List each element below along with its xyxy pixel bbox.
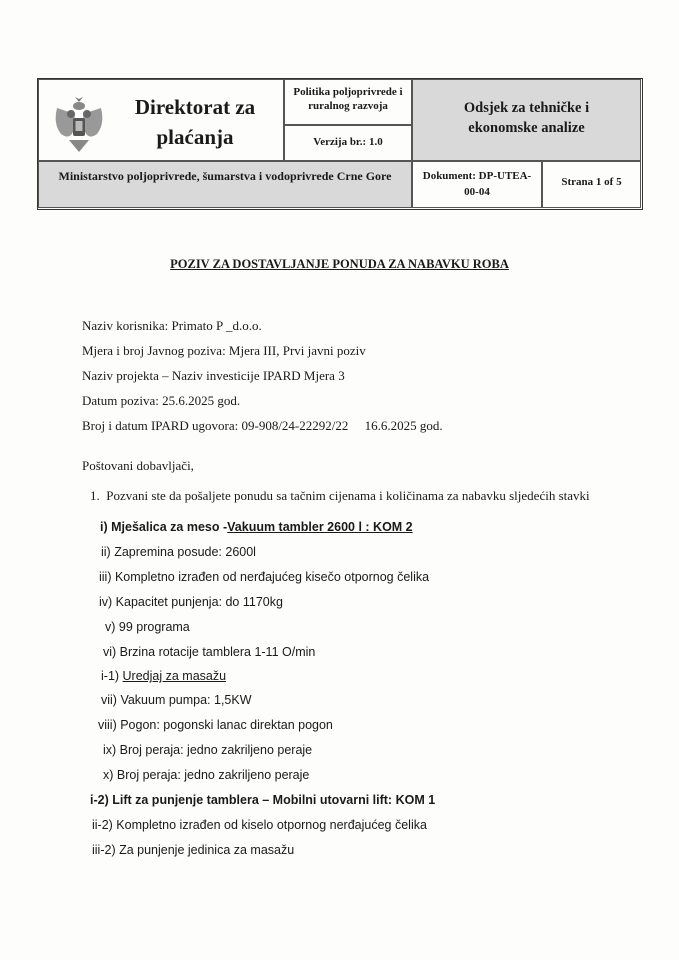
document-header-table	[37, 78, 643, 210]
subitem-i1-title: Uredjaj za masažu	[122, 669, 227, 683]
item-1-title: Vakuum tambler 2600 l : KOM 2	[227, 520, 413, 534]
greeting: Poštovani dobavljači,	[82, 458, 194, 473]
directorate-cell	[38, 79, 284, 161]
version-text: Verzija br.: 1.0	[313, 136, 383, 148]
list-item: vii) Vakuum pumpa: 1,5KW	[101, 693, 252, 707]
list-item: ix) Broj peraja: jedno zakriljeno peraje	[103, 743, 313, 757]
policy-cell	[284, 79, 412, 125]
subitem-i1	[101, 669, 226, 683]
ministry-text: Ministarstvo poljoprivrede, šumarstva i vodoprivrede Crne Gore	[58, 169, 392, 183]
subitem-i1-prefix: i-1)	[101, 669, 123, 683]
list-item: ii) Zapremina posude: 2600l	[101, 545, 256, 559]
list-item: iii) Kompletno izrađen od nerđajućeg kisečo otpornog čelika	[99, 570, 430, 584]
item-2-heading: i-2) Lift za punjenje tamblera – Mobilni utovarni lift: KOM 1	[90, 793, 436, 807]
department-cell	[412, 79, 641, 161]
info-line: Mjera i broj Javnog poziva: Mjera III, Prvi javni poziv	[82, 343, 366, 358]
info-line: Datum poziva: 25.6.2025 god.	[82, 393, 241, 408]
policy-text: Politika poljoprivrede i ruralnog razvoja	[293, 86, 403, 112]
list-item: vi) Brzina rotacije tamblera 1-11 O/min	[103, 645, 316, 659]
list-item: iii-2) Za punjenje jedinica za masažu	[92, 843, 295, 857]
list-item: v) 99 programa	[105, 620, 190, 634]
info-line: Naziv projekta – Naziv investicije IPARD Mjera 3	[82, 368, 345, 383]
ministry-cell	[38, 161, 412, 208]
document-title: POZIV ZA DOSTAVLJANJE PONUDA ZA NABAVKU ROBA	[170, 257, 509, 271]
document-number-cell	[412, 161, 542, 208]
version-cell	[284, 125, 412, 161]
department-text: Odsjek za tehničke i ekonomske analize	[463, 100, 590, 136]
page-number-text: Strana 1 of 5	[561, 176, 622, 188]
list-item: ii-2) Kompletno izrađen od kiselo otpornog nerđajućeg čelika	[92, 818, 427, 832]
list-item: iv) Kapacitet punjenja: do 1170kg	[99, 595, 283, 609]
document-number-text: Dokument: DP-UTEA-00-04	[422, 170, 532, 198]
info-line: Naziv korisnika: Primato P _d.o.o.	[82, 318, 262, 333]
directorate-name: Direktorat za plaćanja	[134, 95, 256, 149]
item-1-heading	[100, 520, 413, 534]
item-1-prefix: i) Mješalica za meso -	[100, 520, 228, 534]
coat-of-arms-icon	[51, 94, 107, 156]
list-item: viii) Pogon: pogonski lanac direktan pogon	[98, 718, 333, 732]
page-number-cell	[542, 161, 641, 208]
info-line: Broj i datum IPARD ugovora: 09-908/24-22292/22 16.6.2025 god.	[82, 418, 443, 433]
intro-paragraph: 1. Pozvani ste da pošaljete ponudu sa tačnim cijenama i količinama za nabavku sljedećih stavki	[90, 488, 590, 503]
list-item: x) Broj peraja: jedno zakriljeno peraje	[103, 768, 310, 782]
